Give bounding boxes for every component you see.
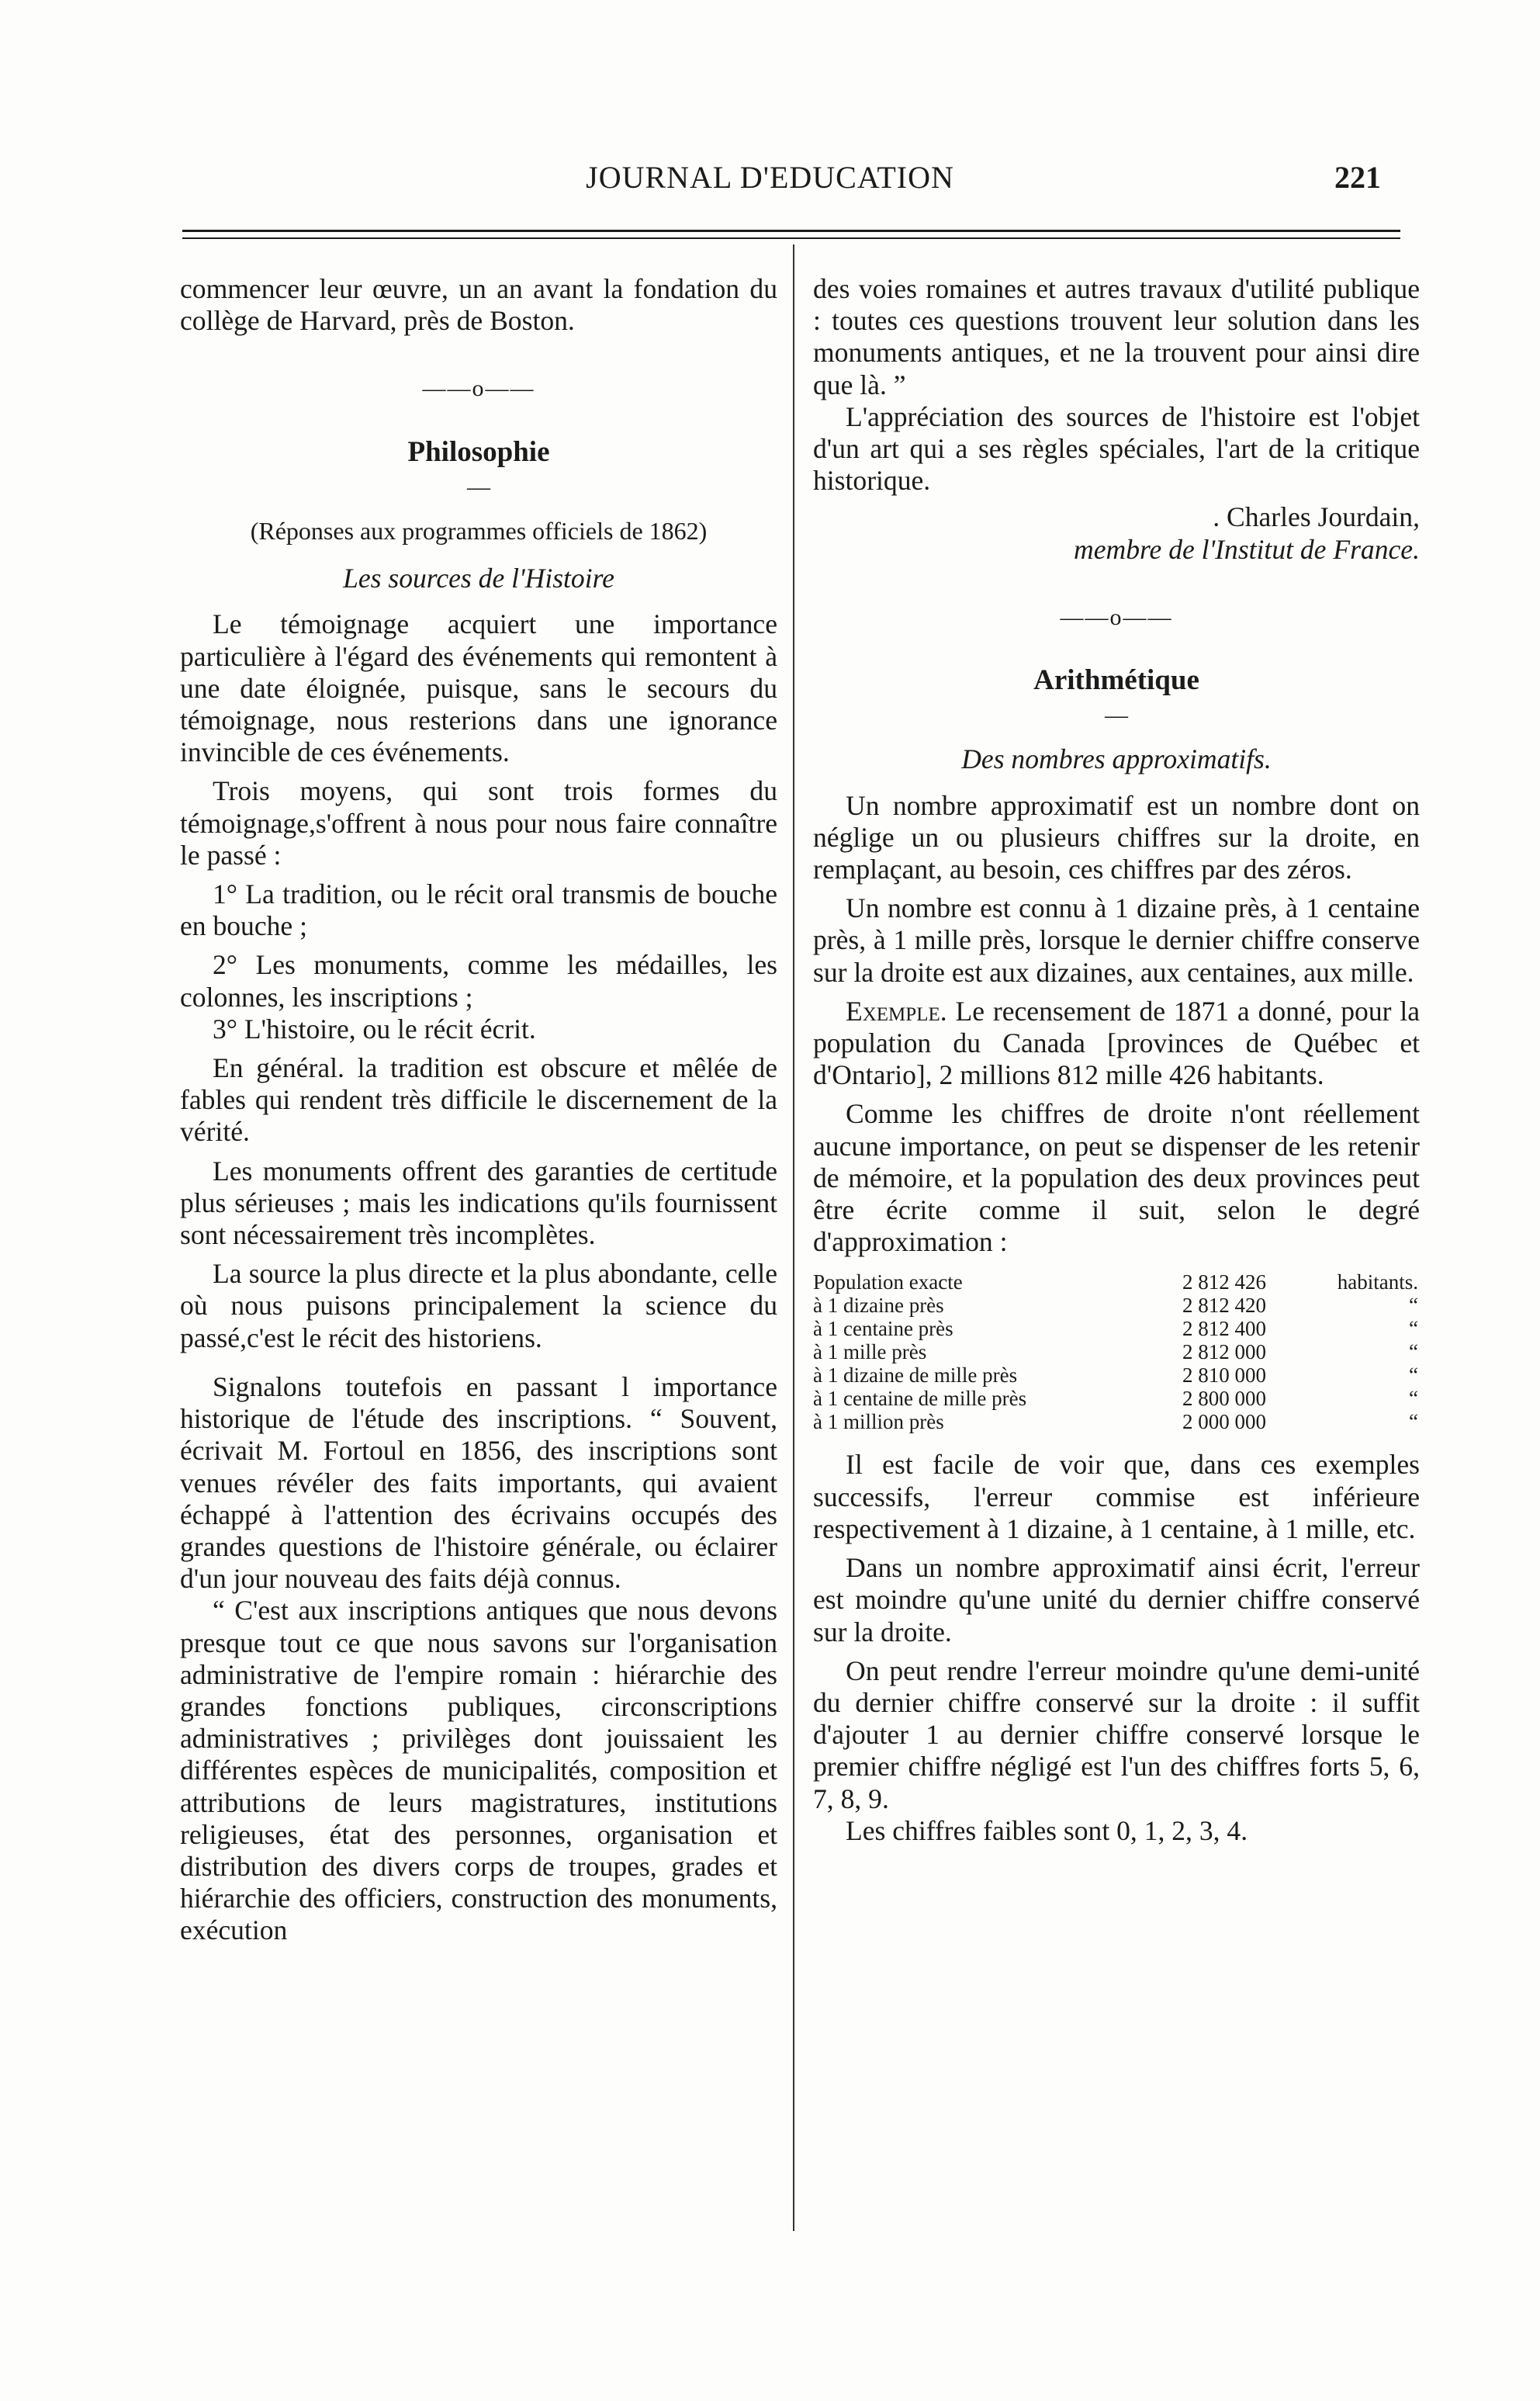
paragraph: Les monuments offrent des garanties de certitude plus sérieuses ; mais les indications qu'ils fournissent sont nécessairement très incomplètes. — [180, 1155, 777, 1251]
paragraph: “ C'est aux inscriptions antiques que nous devons presque tout ce que nous savons sur l'organisation administrative de l'empire romain : hiérarchie des grandes fonctions publiques, circonscriptions administratives ; privilèges dont jouissaient les différentes espèces de municipalités, composition et attributions de leurs magistratures, institutions religieuses, état des personnes, organisation et distribution des divers corps de troupes, grades et hiérarchie des officiers, construction des monuments, exécution — [180, 1595, 777, 1946]
paragraph: En général. la tradition est obscure et mêlée de fables qui rendent très difficile le discernement de la vérité. — [180, 1052, 777, 1148]
list-item: 2° Les monuments, comme les médailles, les colonnes, les inscriptions ; — [180, 949, 777, 1013]
article-title: Les sources de l'Histoire — [343, 563, 614, 594]
header-rule — [182, 230, 1400, 232]
author-affiliation: membre de l'Institut de France. — [1074, 533, 1420, 565]
title-dash: — — [1105, 702, 1128, 729]
table-row: à 1 dizaine près 2 812 420 “ — [813, 1294, 1418, 1318]
paragraph: commencer leur œuvre, un an avant la fondation du collège de Harvard, près de Boston. — [180, 273, 777, 337]
page-number: 221 — [1334, 160, 1381, 195]
table-row: à 1 centaine de mille près 2 800 000 “ — [813, 1387, 1418, 1411]
section-subtitle: (Réponses aux programmes officiels de 1862) — [250, 517, 708, 546]
paragraph: des voies romaines et autres travaux d'utilité publique : toutes ces questions trouvent leur solution dans les monuments antiques, et ne la trouvent pour ainsi dire que là. ” — [813, 273, 1420, 400]
list-item: 3° L'histoire, ou le récit écrit. — [213, 1013, 536, 1045]
table-row: Population exacte 2 812 426 habitants. — [813, 1270, 1418, 1294]
article-title: Des nombres approximatifs. — [961, 743, 1272, 775]
section-title: Arithmétique — [1033, 664, 1199, 697]
paragraph: Comme les chiffres de droite n'ont réellement aucune importance, on peut se dispenser de les retenir de mémoire, et la population des deux provinces peut être écrite comme il suit, selon le degré d'approximation : — [813, 1098, 1420, 1258]
paragraph: L'appréciation des sources de l'histoire est l'objet d'un art qui a ses règles spéciales, l'art de la critique historique. — [813, 400, 1420, 497]
table-row: à 1 centaine près 2 812 400 “ — [813, 1317, 1418, 1341]
paragraph: Un nombre approximatif est un nombre dont on néglige un ou plusieurs chiffres sur la droite, en remplaçant, au besoin, ces chiffres par des zéros. — [813, 789, 1420, 885]
paragraph: Les chiffres faibles sont 0, 1, 2, 3, 4. — [846, 1814, 1248, 1846]
paragraph: Dans un nombre approximatif ainsi écrit, l'erreur est moindre qu'une unité du dernier chiffre conservé sur la droite. — [813, 1552, 1420, 1647]
paragraph: Signalons toutefois en passant l importance historique de l'étude des inscriptions. “ Souvent, écrivait M. Fortoul en 1856, des inscriptions sont venues révéler des faits importants, qui avaient échappé à l'attention des écrivains occupés des grandes questions de l'histoire générale, ou éclairer d'un jour nouveau des faits déjà connus. — [180, 1370, 777, 1595]
right-column — [813, 273, 1420, 1847]
paragraph: Le témoignage acquiert une importance particulière à l'égard des événements qui remontent à une date éloignée, puisque, sans le secours du témoignage, nous resterions dans une ignorance invincible de ces événements. — [180, 608, 777, 768]
paragraph: La source la plus directe et la plus abondante, celle où nous puisons principalement la science du passé,c'est le récit des historiens. — [180, 1258, 777, 1353]
list-item: 1° La tradition, ou le récit oral transmis de bouche en bouche ; — [180, 878, 777, 942]
column-divider — [793, 244, 794, 2231]
section-separator: ——o—— — [1060, 604, 1173, 630]
section-title: Philosophie — [407, 435, 550, 468]
author-signature: . Charles Jourdain, — [1213, 501, 1420, 533]
paragraph: Trois moyens, qui sont trois formes du témoignage,s'offrent à nous pour nous faire connaître le passé : — [180, 775, 777, 871]
example-label: Exemple. — [846, 995, 947, 1027]
paragraph: Un nombre est connu à 1 dizaine près, à 1 centaine près, à 1 mille près, lorsque le dernier chiffre conserve sur la droite est aux dizaines, aux centaines, aux mille. — [813, 892, 1420, 988]
title-dash: — — [467, 473, 490, 500]
page-header — [0, 159, 1540, 206]
table-row: à 1 dizaine de mille près 2 810 000 “ — [813, 1363, 1418, 1388]
left-column — [180, 273, 777, 1947]
table-row: à 1 million près 2 000 000 “ — [813, 1410, 1418, 1434]
paragraph: Exemple. Le recensement de 1871 a donné, pour la population du Canada [provinces de Québec et d'Ontario], 2 millions 812 mille 426 habitants. — [813, 995, 1420, 1091]
table-row: à 1 mille près 2 812 000 “ — [813, 1340, 1418, 1364]
journal-title: JOURNAL D'EDUCATION — [586, 160, 954, 195]
section-separator: ——o—— — [422, 376, 535, 402]
header-rule-secondary — [182, 237, 1400, 239]
paragraph: On peut rendre l'erreur moindre qu'une demi-unité du dernier chiffre conservé sur la droite : il suffit d'ajouter 1 au dernier chiffre conservé lorsque le premier chiffre négligé est l'un des chiffres forts 5, 6, 7, 8, 9. — [813, 1654, 1420, 1814]
paragraph: Il est facile de voir que, dans ces exemples successifs, l'erreur commise est inférieure respectivement à 1 dizaine, à 1 centaine, à 1 mille, etc. — [813, 1449, 1420, 1544]
approximation-table — [813, 1270, 1418, 1433]
